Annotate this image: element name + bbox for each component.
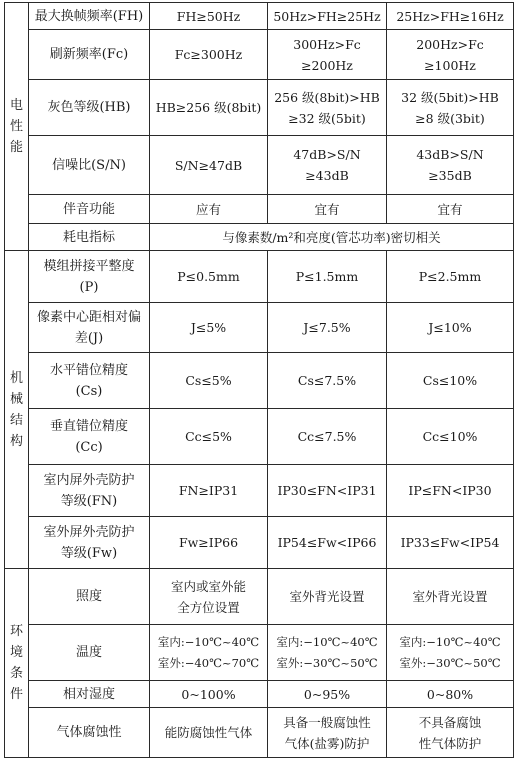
table-cell: P≤2.5mm bbox=[387, 251, 514, 303]
table-row bbox=[5, 195, 514, 224]
table-row bbox=[5, 681, 514, 708]
table-cell: Cs≤7.5% bbox=[268, 353, 387, 409]
merged-cell: 与像素数/m²和亮度(管芯功率)密切相关 bbox=[150, 224, 514, 251]
table-cell: Fw≥IP66 bbox=[150, 517, 268, 569]
table-cell: IP33≤Fw<IP54 bbox=[387, 517, 514, 569]
table-cell: HB≥256 级(8bit) bbox=[150, 80, 268, 136]
table-cell: 宜有 bbox=[387, 195, 514, 224]
table-cell: Cs≤5% bbox=[150, 353, 268, 409]
table-cell: 室内:−10℃~40℃ 室外:−40℃~70℃ bbox=[150, 625, 268, 681]
table-cell: 0~80% bbox=[387, 681, 514, 708]
item-label: 伴音功能 bbox=[29, 195, 150, 224]
table-row bbox=[5, 409, 514, 465]
item-label: 刷新频率(Fc) bbox=[29, 30, 150, 80]
table-row bbox=[5, 569, 514, 625]
item-label: 耗电指标 bbox=[29, 224, 150, 251]
table-cell: 32 级(5bit)>HB ≥8 级(3bit) bbox=[387, 80, 514, 136]
table-cell: P≤0.5mm bbox=[150, 251, 268, 303]
table-cell: 室内:−10℃~40℃ 室外:−30℃~50℃ bbox=[387, 625, 514, 681]
table-cell: 室外背光设置 bbox=[387, 569, 514, 625]
item-label: 相对湿度 bbox=[29, 681, 150, 708]
item-label: 室外屏外壳防护 等级(Fw) bbox=[29, 517, 150, 569]
table-cell: 室内或室外能 全方位设置 bbox=[150, 569, 268, 625]
table-cell: Fc≥300Hz bbox=[150, 30, 268, 80]
table-cell: J≤5% bbox=[150, 303, 268, 353]
table-cell: 具备一般腐蚀性 气体(盐雾)防护 bbox=[268, 708, 387, 758]
table-row bbox=[5, 625, 514, 681]
table-cell: S/N≥47dB bbox=[150, 136, 268, 195]
table-row bbox=[5, 465, 514, 517]
table-cell: 300Hz>Fc ≥200Hz bbox=[268, 30, 387, 80]
table-cell: 宜有 bbox=[268, 195, 387, 224]
table-row bbox=[5, 708, 514, 758]
table-cell: IP30≤FN<IP31 bbox=[268, 465, 387, 517]
item-label: 垂直错位精度 (Cc) bbox=[29, 409, 150, 465]
table-cell: 47dB>S/N ≥43dB bbox=[268, 136, 387, 195]
table-cell: J≤7.5% bbox=[268, 303, 387, 353]
table-cell: Cc≤5% bbox=[150, 409, 268, 465]
table-cell: Cc≤7.5% bbox=[268, 409, 387, 465]
table-cell: 200Hz>Fc ≥100Hz bbox=[387, 30, 514, 80]
table-cell: Cc≤10% bbox=[387, 409, 514, 465]
item-label: 气体腐蚀性 bbox=[29, 708, 150, 758]
item-label: 照度 bbox=[29, 569, 150, 625]
item-label: 模组拼接平整度 (P) bbox=[29, 251, 150, 303]
table-row bbox=[5, 303, 514, 353]
table-cell: 0~95% bbox=[268, 681, 387, 708]
table-cell: 室外背光设置 bbox=[268, 569, 387, 625]
specification-table bbox=[4, 2, 514, 758]
table-row bbox=[5, 224, 514, 251]
table-cell: P≤1.5mm bbox=[268, 251, 387, 303]
table-row bbox=[5, 3, 514, 30]
item-label: 温度 bbox=[29, 625, 150, 681]
table-row bbox=[5, 353, 514, 409]
section-label-mechanical: 机械结构 bbox=[5, 251, 29, 569]
item-label: 像素中心距相对偏 差(J) bbox=[29, 303, 150, 353]
table-cell: 0~100% bbox=[150, 681, 268, 708]
table-cell: 43dB>S/N ≥35dB bbox=[387, 136, 514, 195]
table-cell: IP54≤Fw<IP66 bbox=[268, 517, 387, 569]
table-row bbox=[5, 517, 514, 569]
item-label: 室内屏外壳防护 等级(FN) bbox=[29, 465, 150, 517]
item-label: 灰色等级(HB) bbox=[29, 80, 150, 136]
item-label: 最大换帧频率(FH) bbox=[29, 3, 150, 30]
item-label: 水平错位精度 (Cs) bbox=[29, 353, 150, 409]
table-cell: 不具备腐蚀 性气体防护 bbox=[387, 708, 514, 758]
table-row bbox=[5, 80, 514, 136]
table-cell: FH≥50Hz bbox=[150, 3, 268, 30]
table-cell: 25Hz>FH≥16Hz bbox=[387, 3, 514, 30]
section-label-environment: 环境条件 bbox=[5, 569, 29, 758]
table-row bbox=[5, 136, 514, 195]
table-cell: 50Hz>FH≥25Hz bbox=[268, 3, 387, 30]
table-cell: 256 级(8bit)>HB ≥32 级(5bit) bbox=[268, 80, 387, 136]
table-row bbox=[5, 251, 514, 303]
table-cell: J≤10% bbox=[387, 303, 514, 353]
item-label: 信噪比(S/N) bbox=[29, 136, 150, 195]
table-cell: IP≤FN<IP30 bbox=[387, 465, 514, 517]
table-cell: 能防腐蚀性气体 bbox=[150, 708, 268, 758]
table-cell: 应有 bbox=[150, 195, 268, 224]
table-cell: 室内:−10℃~40℃ 室外:−30℃~50℃ bbox=[268, 625, 387, 681]
table-cell: FN≥IP31 bbox=[150, 465, 268, 517]
section-label-electrical: 电性能 bbox=[5, 3, 29, 251]
table-cell: Cs≤10% bbox=[387, 353, 514, 409]
table-row bbox=[5, 30, 514, 80]
